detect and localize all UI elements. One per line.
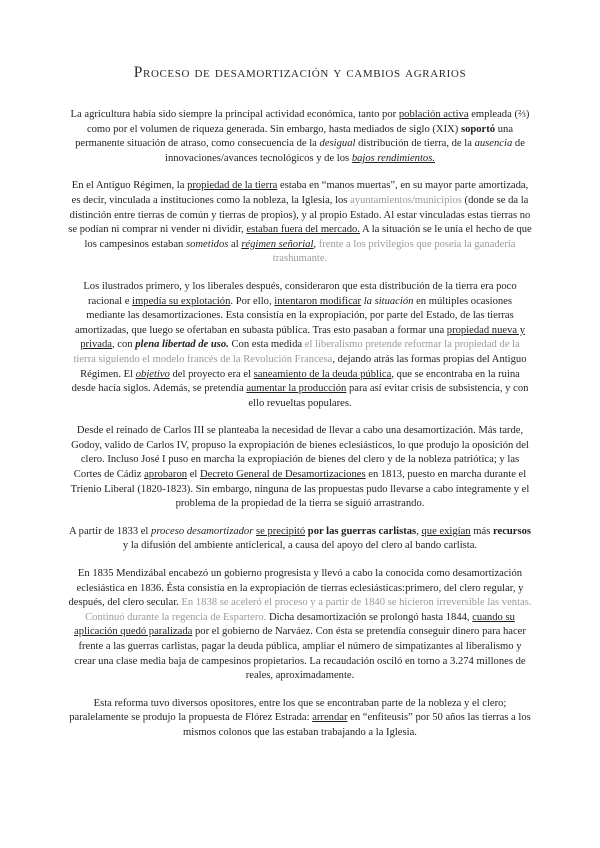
paragraph-segment: Los ilustrados primero, y los liberales después, consideraron que esta distribución de la tierra era poco racional e xyxy=(83,280,517,307)
paragraph-segment: A partir de 1833 el xyxy=(68,525,152,537)
paragraph-segment: impedía su explotación xyxy=(132,295,231,307)
paragraph-segment: cuando su aplicación quedó paralizada xyxy=(74,611,515,638)
paragraph-segment: ausencia xyxy=(474,138,513,150)
paragraph-segment: , xyxy=(416,525,422,537)
paragraph-segment: régimen señorial xyxy=(241,238,314,250)
paragraph-segment: del proyecto era el xyxy=(169,368,254,380)
paragraph-segment: arrendar xyxy=(312,712,348,724)
paragraph xyxy=(68,280,532,411)
paragraph-segment: se precipitó xyxy=(256,525,306,537)
paragraph-segment: empleada (⅔) como por el volumen de riqueza generada. Sin embargo, hasta mediados de siglo (XIX) xyxy=(86,109,530,135)
paragraph-segment: . Por ello, xyxy=(230,295,275,307)
paragraph-segment: Con esta medida xyxy=(228,339,305,351)
paragraph-segment: plena libertad de uso. xyxy=(135,339,229,351)
paragraph xyxy=(68,424,532,512)
paragraph-segment: en múltiples ocasiones mediante las desamortizaciones. Esta consistía en la expropiación, por parte del Estado, de las tierras amortizadas, que luego se ofertaban en subasta pública. Tras esto pasaban a formar una xyxy=(74,295,514,336)
paragraph xyxy=(68,567,532,684)
paragraph-segment: por el gobierno de Narváez. Con ésta se pretendía conseguir dinero para hacer frente a las guerras carlistas, pagar la deuda pública, ampliar el número de simpatizantes al liberalismo y crear una clase media baja de campesinos propietarios. La recaudación osciló en torno a 3.274 millones de reales, aproximadamente. xyxy=(74,626,526,682)
paragraph-segment: Desde el reinado de Carlos III se planteaba la necesidad de llevar a cabo una desamortización. Más tarde, Godoy, valido de Carlos IV, propuso la expropiación de bienes eclesiásticos, lo que produjo la oposición del clero. Incluso José I puso en marcha la expropiación de bienes del clero y de la nobleza patriótica; y las Cortes de Cádiz xyxy=(71,425,529,481)
paragraph-segment: En 1835 Mendizábal encabezó un gobierno progresista y llevó a cabo la conocida como desamortización eclesiástica en 1836. Ésta consistía en la expropiación de tierras eclesiásticas:primero, del clero regular, y después, del clero secular. xyxy=(68,568,524,609)
paragraph-segment: , dejando atrás las formas propias del Antiguo Régimen. El xyxy=(80,353,527,380)
paragraph-segment: bajos rendimientos. xyxy=(351,152,435,164)
paragraph-segment: En el Antiguo Régimen, la xyxy=(71,180,188,192)
paragraph xyxy=(68,525,532,554)
paragraph-segment: En 1838 se aceleró el proceso y a partir de 1840 se hicieron irreversible las ventas. Continuó durante la regencia de Espartero. xyxy=(85,597,532,623)
paragraph-segment: de innovaciones/avances tecnológicos y de los xyxy=(165,138,525,164)
document-title: Proceso de desamortización y cambios agrarios xyxy=(133,64,467,81)
paragraph-segment: que exigían xyxy=(421,525,471,537)
paragraph-segment: , con xyxy=(112,339,136,351)
paragraph xyxy=(68,108,532,166)
paragraph-segment: recursos xyxy=(493,525,532,537)
paragraph-segment: más xyxy=(470,525,493,537)
paragraph-segment: frente a los privilegios que poseía la ganadería trashumante. xyxy=(272,238,516,265)
paragraph-segment: una permanente situación de atraso, como consecuencia de la xyxy=(75,123,514,150)
paragraph-segment: el liberalismo pretende reformar la propiedad de la tierra siguiendo el modelo francés de la Revolución Francesa xyxy=(73,339,520,365)
paragraph-segment: objetivo xyxy=(135,368,170,380)
paragraph-segment: por las guerras carlistas xyxy=(307,525,417,537)
paragraph-segment: Dicha desamortización se prolongó hasta 1844, xyxy=(266,611,473,623)
paragraph-segment: proceso desamortizador xyxy=(151,525,254,537)
paragraph-segment: en “enfiteusis” por 50 años las tierras a los mismos colonos que las estaban trabajando a la Iglesia. xyxy=(183,712,531,738)
paragraph-segment: (donde se da la distinción entre tierras de común y tierras de propios), y al propio Estado. Al estar vinculadas estas tierras no se podían ni comprar ni vender ni dividir, xyxy=(68,194,531,236)
paragraph-segment: al xyxy=(228,238,242,250)
paragraph-segment: en 1813, puesto en marcha durante el Trienio Liberal (1820-1823). Sin embargo, ninguna de las propuestas pudo llevarse a cabo íntegramente y el problema de la propiedad de la tierra se siguió arrastrando. xyxy=(70,469,530,510)
paragraph-segment: para así evitar crisis de subsistencia, y con ello revueltas populares. xyxy=(248,383,529,409)
paragraph-segment: desigual xyxy=(319,138,356,150)
paragraph-segment: población activa xyxy=(398,109,469,120)
paragraph-segment: Esta reforma tuvo diversos opositores, entre los que se encontraban parte de la nobleza y el clero; paralelamente se produjo la propuesta de Flórez Estrada: xyxy=(69,697,507,724)
paragraph-segment: el xyxy=(187,469,200,481)
paragraph-segment: sometidos xyxy=(185,238,229,250)
paragraph-segment: y la difusión del ambiente anticlerical, a causa del apoyo del clero al bando carlista. xyxy=(122,540,478,552)
paragraph-segment: , que se encontraba en la ruina desde hacía siglos. Además, se pretendía xyxy=(71,368,520,395)
paragraph-segment: estaban fuera del mercado. xyxy=(246,224,360,236)
paragraph-segment: , xyxy=(313,238,319,250)
paragraph-segment: propiedad de la tierra xyxy=(187,180,278,192)
paragraph-segment: A la situación se le unía el hecho de que los campesinos estaban xyxy=(84,224,532,250)
paragraph-segment: Decreto General de Desamortizaciones xyxy=(200,469,366,481)
paragraph-segment: ayuntamientos/municipios xyxy=(350,194,462,206)
paragraph-segment: soportó xyxy=(460,123,496,135)
paragraph xyxy=(68,179,532,267)
paragraph-segment: saneamiento de la deuda pública xyxy=(253,368,392,380)
paragraph-segment: la situación xyxy=(363,295,414,307)
paragraph-segment: propiedad nueva y privada xyxy=(80,324,526,351)
paragraph xyxy=(68,697,532,741)
paragraph-segment: aprobaron xyxy=(144,469,188,481)
paragraph-segment: La agricultura había sido siempre la principal actividad económica, tanto por xyxy=(70,109,399,120)
document-body xyxy=(68,108,532,741)
paragraph-segment: intentaron modificar xyxy=(274,295,362,307)
paragraph-segment: estaba en “manos muertas”, en su mayor parte amortizada, es decir, vinculada a instituciones como la nobleza, la Iglesia, los xyxy=(71,180,529,206)
paragraph-segment: distribución de tierra, de la xyxy=(355,138,475,150)
paragraph-segment: aumentar la producción xyxy=(246,383,347,395)
